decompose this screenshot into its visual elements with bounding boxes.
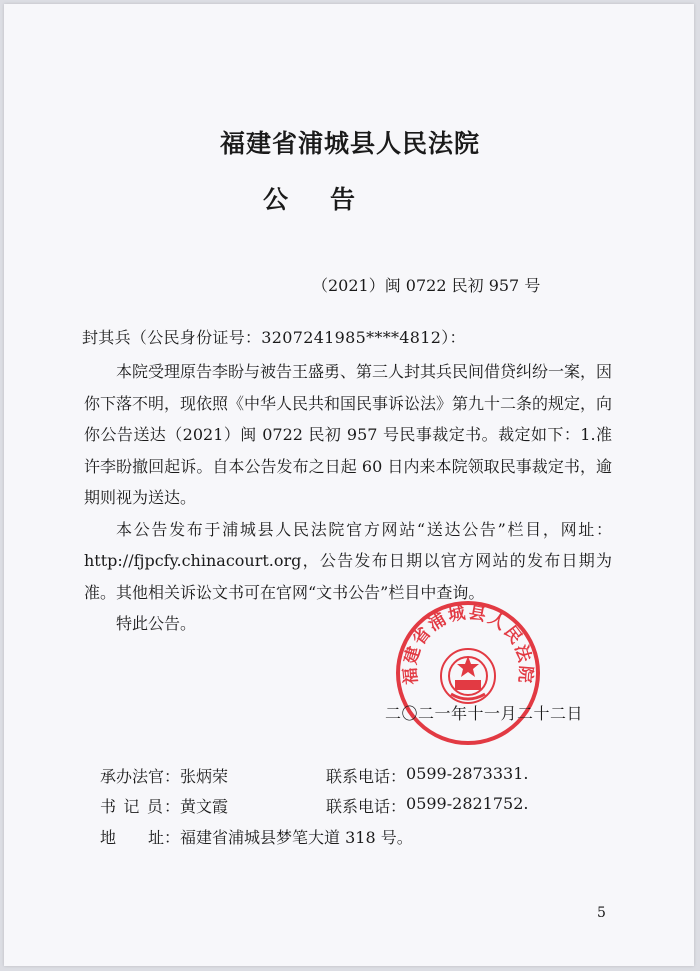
document-title: 公告 [262,185,397,214]
notice-paragraph-main: 本院受理原告李盼与被告王盛勇、第三人封其兵民间借贷纠纷一案，因你下落不明，现依照《中华人民共和国民事诉讼法》第九十二条的规定，向你公告送达（2021）闽 0722 民初 957 号民事裁定书。裁定如下：1.准许李盼撤回起诉。自本公告发布之日起 60 日内来本院领取民事裁定书，逾期则视为送达。 [84,362,613,507]
issue-date: 二〇二一年十一月二十二日 [385,704,584,723]
contact-label-judge: 承办法官： [100,767,181,786]
notice-paragraph-closing: 特此公告。 [116,614,197,633]
clerk-name: 黄文霞 [180,797,229,816]
page-number: 5 [597,905,606,921]
judge-phone: 0599-2873331. [406,764,529,783]
court-seal-stamp [393,598,543,748]
addressee-line: 封其兵（公民身份证号：3207241985****4812）： [82,328,466,347]
address-value: 福建省浦城县梦笔大道 318 号。 [180,828,413,847]
clerk-phone: 0599-2821752. [406,794,529,813]
court-name-heading: 福建省浦城县人民法院 [219,129,480,158]
notice-paragraph-publication: 本公告发布于浦城县人民法院官方网站“送达公告”栏目，网址：http://fjpcfy.chinacourt.org，公告发布日期以官方网站的发布日期为准。其他相关诉讼文书可在官网“文书公告”栏目中查询。 [84,519,612,602]
contact-row-judge [100,764,528,787]
phone-label-clerk: 联系电话： [326,797,407,816]
address-label: 地 址： [100,828,181,847]
seal-text: 福建省浦城县人民法院 [400,602,536,686]
case-number: （2021）闽 0722 民初 957 号 [312,276,541,295]
contact-row-clerk [100,794,528,817]
national-emblem-icon [441,649,495,703]
address-row [100,825,413,848]
svg-text:福建省浦城县人民法院 [399,603,536,685]
phone-label-judge: 联系电话： [326,767,407,786]
notice-body [84,356,612,640]
contact-label-clerk: 书 记 员： [100,797,180,816]
judge-name: 张炳荣 [180,767,229,786]
